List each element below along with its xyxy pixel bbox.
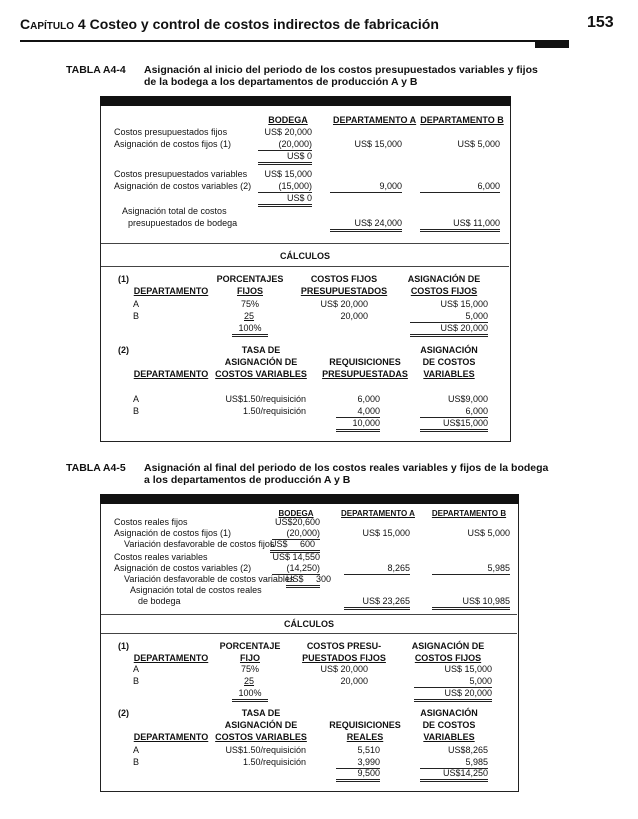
table1-calc1-h-cf1: COSTOS FIJOS bbox=[310, 274, 378, 284]
table1-calc1-total-pct: 100% bbox=[232, 323, 268, 337]
table1-calc1-num: (1) bbox=[118, 274, 129, 284]
table2-row-bodega: US$ 14,550 bbox=[272, 552, 320, 562]
table1-calc2-total-asig: US$15,000 bbox=[420, 418, 488, 432]
table1-calc-title: CÁLCULOS bbox=[280, 251, 330, 261]
table1-calc2-h-tasa3: COSTOS VARIABLES bbox=[215, 369, 307, 379]
table1-calc1-h-as2: COSTOS FIJOS bbox=[410, 286, 478, 296]
table2-calc2-num: (2) bbox=[118, 708, 129, 718]
table1-calc2-dept: B bbox=[133, 406, 140, 416]
table1-label: TABLA A4-4 bbox=[66, 64, 126, 76]
table1-calc2-h-tasa2: ASIGNACIÓN DE bbox=[224, 357, 298, 367]
table2-calc1-pct: 25 bbox=[244, 676, 255, 686]
table2-calc2-total-req: 9,500 bbox=[336, 768, 380, 782]
table1-col-dept-a: DEPARTAMENTO A bbox=[333, 115, 417, 125]
table2-total-label-2: de bodega bbox=[138, 596, 181, 606]
table2-row-bodega: (14,250) bbox=[272, 563, 320, 575]
table1-calc1-pct: 75% bbox=[240, 299, 259, 309]
table1-row-bodega: US$ 20,000 bbox=[264, 127, 312, 137]
table2-calc2-asig: US$8,265 bbox=[447, 745, 488, 755]
table2-calc1-h-pct1: PORCENTAJE bbox=[219, 641, 281, 651]
table2-calc2-tasa: US$1.50/requisición bbox=[225, 745, 306, 755]
table2-row-bodega: US$20,600 bbox=[274, 517, 320, 527]
table1-row-bodega: (15,000) bbox=[258, 181, 312, 193]
table2-top-bar bbox=[100, 494, 519, 504]
table1-calc2-h-tasa1: TASA DE bbox=[241, 345, 281, 355]
table2-calc2-tasa: 1.50/requisición bbox=[242, 757, 306, 767]
chapter-title: Costeo y control de costos indirectos de fabricación bbox=[89, 16, 439, 32]
table1-calc2-tasa: US$1.50/requisición bbox=[225, 394, 306, 404]
table2-row-bodega: (20,000) bbox=[272, 528, 320, 540]
table2-calc2-h-as2: DE COSTOS bbox=[422, 720, 476, 730]
table2-calc1-h-pct2: FIJO bbox=[239, 653, 260, 663]
table2-calc1-dept: B bbox=[133, 676, 140, 686]
table2-calc2-h-req2: REALES bbox=[346, 732, 384, 742]
table1-caption-line1: Asignación al inicio del periodo de los costos presupuestados variables y fijos bbox=[144, 64, 538, 76]
table2-calc2-h-dept: DEPARTAMENTO bbox=[133, 732, 209, 742]
table2-calc2-h-tasa1: TASA DE bbox=[241, 708, 281, 718]
table2-label: TABLA A4-5 bbox=[66, 462, 126, 474]
table2-calc1-cost: US$ 20,000 bbox=[320, 664, 368, 674]
table2-calc2-h-as3: VARIABLES bbox=[423, 732, 475, 742]
table2-calc2-h-tasa2: ASIGNACIÓN DE bbox=[224, 720, 298, 730]
table2-calc1-asig: US$ 15,000 bbox=[444, 664, 492, 674]
table1-calc1-dept: A bbox=[133, 299, 140, 309]
table1-separator bbox=[101, 243, 509, 244]
table2-total-label-1: Asignación total de costos reales bbox=[130, 585, 262, 595]
table1-calc1-h-pct2: FIJOS bbox=[236, 286, 263, 296]
table2-calc1-h-cf2: PUESTADOS FIJOS bbox=[302, 653, 386, 663]
table1-calc1-h-dept: DEPARTAMENTO bbox=[133, 286, 209, 296]
table1-calc1-h-cf2: PRESUPUESTADOS bbox=[300, 286, 388, 296]
table1-calc1-dept: B bbox=[133, 311, 140, 321]
table1-separator bbox=[101, 266, 509, 267]
table2-calc1-h-dept: DEPARTAMENTO bbox=[133, 653, 209, 663]
table1-col-dept-b: DEPARTAMENTO B bbox=[420, 115, 504, 125]
table1-row-bodega: (20,000) bbox=[258, 139, 312, 151]
table1-calc2-h-as2: DE COSTOS bbox=[422, 357, 476, 367]
table2-calc1-cost: 20,000 bbox=[340, 676, 368, 686]
table1-calc1-total-asig: US$ 20,000 bbox=[410, 323, 488, 337]
table1-calc1-pct: 25 bbox=[244, 311, 255, 321]
table2-calc2-total-asig: US$14,250 bbox=[420, 768, 488, 782]
table1-calc2-h-req1: REQUISICIONES bbox=[329, 357, 401, 367]
table2-row-dept-a: US$ 15,000 bbox=[362, 528, 410, 538]
table1-row-bodega: US$ 0 bbox=[258, 193, 312, 207]
table2-total-dept-a: US$ 23,265 bbox=[344, 596, 410, 610]
header-block bbox=[535, 42, 569, 48]
table1-total-dept-b: US$ 11,000 bbox=[420, 218, 500, 232]
table2-separator bbox=[101, 633, 517, 634]
table1-calc2-req: 4,000 bbox=[336, 406, 380, 418]
table2-calc2-dept: B bbox=[133, 757, 140, 767]
table1-calc2-h-dept: DEPARTAMENTO bbox=[133, 369, 209, 379]
table1-top-bar bbox=[100, 96, 511, 106]
table2-caption-line2: a los departamentos de producción A y B bbox=[144, 474, 351, 486]
table2-calc2-asig: 5,985 bbox=[420, 757, 488, 769]
table2-col-dept-a: DEPARTAMENTO A bbox=[341, 509, 415, 518]
table1-row-bodega: US$ 0 bbox=[258, 151, 312, 165]
table2-calc1-dept: A bbox=[133, 664, 140, 674]
table2-calc2-h-as1: ASIGNACIÓN bbox=[420, 708, 478, 718]
table1-row-bodega: US$ 15,000 bbox=[264, 169, 312, 179]
table1-calc1-asig: 5,000 bbox=[410, 311, 488, 323]
table1-calc1-h-pct1: PORCENTAJES bbox=[216, 274, 284, 284]
table2-row-label: Variación desfavorable de costos fijos bbox=[124, 539, 275, 549]
table1-calc2-h-as3: VARIABLES bbox=[423, 369, 475, 379]
table1-calc1-cost: US$ 20,000 bbox=[320, 299, 368, 309]
table1-row-label: Costos presupuestados fijos bbox=[114, 127, 228, 137]
table2-calc-title: CÁLCULOS bbox=[284, 619, 334, 629]
table2-row-label: Asignación de costos variables (2) bbox=[114, 563, 252, 573]
table1-calc2-total-req: 10,000 bbox=[336, 418, 380, 432]
table2-calc1-total-pct: 100% bbox=[232, 688, 268, 702]
table1-row-dept-a: US$ 15,000 bbox=[354, 139, 402, 149]
table1-calc2-num: (2) bbox=[118, 345, 129, 355]
table1-calc1-h-as1: ASIGNACIÓN DE bbox=[407, 274, 481, 284]
table2-row-dept-a: 8,265 bbox=[344, 563, 410, 575]
table2-calc2-req: 5,510 bbox=[357, 745, 380, 755]
table2-col-dept-b: DEPARTAMENTO B bbox=[431, 509, 507, 518]
table2-total-dept-b: US$ 10,985 bbox=[432, 596, 510, 610]
table1-row-dept-b: 6,000 bbox=[420, 181, 500, 193]
table2-calc2-req: 3,990 bbox=[336, 757, 380, 769]
table2-calc1-asig: 5,000 bbox=[414, 676, 492, 688]
table2-row-bodega: US$ 600 bbox=[270, 539, 320, 553]
table1-calc2-asig: 6,000 bbox=[420, 406, 488, 418]
table1-row-dept-a: 9,000 bbox=[330, 181, 402, 193]
table1-calc2-req: 6,000 bbox=[357, 394, 380, 404]
table2-calc1-h-cf1: COSTOS PRESU- bbox=[306, 641, 382, 651]
table2-row-bodega: US$ 300 bbox=[286, 574, 320, 588]
table2-calc1-pct: 75% bbox=[240, 664, 259, 674]
table1-calc2-h-as1: ASIGNACIÓN bbox=[420, 345, 478, 355]
table2-calc2-dept: A bbox=[133, 745, 140, 755]
table1-calc2-tasa: 1.50/requisición bbox=[242, 406, 306, 416]
table2-calc1-num: (1) bbox=[118, 641, 129, 651]
table2-calc2-h-tasa3: COSTOS VARIABLES bbox=[215, 732, 307, 742]
page-number: 153 bbox=[587, 14, 614, 31]
table1-row-dept-b: US$ 5,000 bbox=[457, 139, 500, 149]
table2-calc1-h-as1: ASIGNACIÓN DE bbox=[411, 641, 485, 651]
table2-calc1-h-as2: COSTOS FIJOS bbox=[414, 653, 482, 663]
table2-row-label: Variación desfavorable de costos variables bbox=[124, 574, 295, 584]
table1-calc2-asig: US$9,000 bbox=[447, 394, 488, 404]
table2-col-bodega: BODEGA bbox=[278, 509, 314, 518]
table2-row-label: Costos reales fijos bbox=[114, 517, 188, 527]
chapter-heading bbox=[20, 16, 439, 32]
table1-total-dept-a: US$ 24,000 bbox=[330, 218, 402, 232]
table2-row-label: Costos reales variables bbox=[114, 552, 208, 562]
chapter-prefix: Capítulo 4 bbox=[20, 16, 86, 32]
table1-calc2-h-req2: PRESUPUESTADAS bbox=[322, 369, 408, 379]
header-rule bbox=[20, 40, 569, 42]
table1-calc1-cost: 20,000 bbox=[340, 311, 368, 321]
table1-row-label: Asignación de costos fijos (1) bbox=[114, 139, 232, 149]
table2-row-dept-b: US$ 5,000 bbox=[467, 528, 510, 538]
table2-row-dept-b: 5,985 bbox=[432, 563, 510, 575]
table1-row-label: Costos presupuestados variables bbox=[114, 169, 248, 179]
table2-separator bbox=[101, 614, 517, 615]
table1-row-label: Asignación de costos variables (2) bbox=[114, 181, 252, 191]
table1-calc2-dept: A bbox=[133, 394, 140, 404]
table1-total-label-2: presupuestados de bodega bbox=[128, 218, 238, 228]
table2-calc1-total-asig: US$ 20,000 bbox=[414, 688, 492, 702]
table1-caption-line2: de la bodega a los departamentos de producción A y B bbox=[144, 76, 418, 88]
table2-calc2-h-req1: REQUISICIONES bbox=[329, 720, 401, 730]
table2-caption-line1: Asignación al final del periodo de los costos reales variables y fijos de la bodega bbox=[144, 462, 549, 474]
table2-row-label: Asignación de costos fijos (1) bbox=[114, 528, 232, 538]
table1-col-bodega: BODEGA bbox=[268, 115, 308, 125]
table1-calc1-asig: US$ 15,000 bbox=[440, 299, 488, 309]
table1-total-label-1: Asignación total de costos bbox=[122, 206, 227, 216]
